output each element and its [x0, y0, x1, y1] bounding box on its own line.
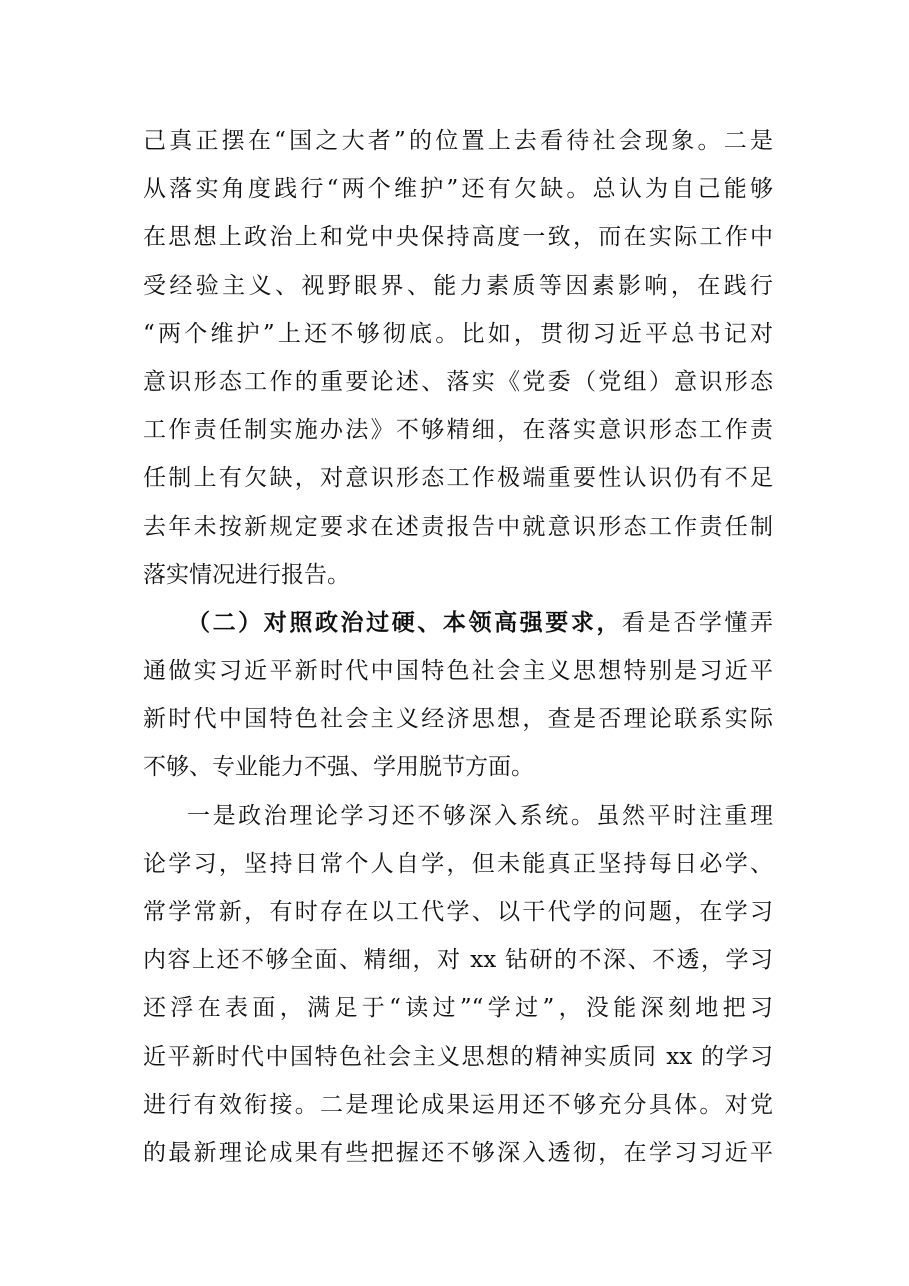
text-line: 任制上有欠缺，对意识形态工作极端重要性认识仍有不足 — [143, 465, 773, 492]
text-line: 还浮在表面，满足于“读过”“学过”，没能深刻地把习 — [143, 995, 773, 1022]
text-line: 新时代中国特色社会主义经济思想，查是否理论联系实际 — [143, 706, 773, 733]
text-line: 在思想上政治上和党中央保持高度一致，而在实际工作中 — [143, 224, 773, 251]
text-line: 内容上还不够全面、精细，对 xx 钻研的不深、不透，学习 — [143, 947, 773, 974]
text-line: 近平新时代中国特色社会主义思想的精神实质同 xx 的学习 — [143, 1043, 773, 1070]
section-heading-line — [143, 599, 773, 647]
text-line: 不够、专业能力不强、学用脱节方面。 — [143, 754, 534, 781]
text-line: 己真正摆在“国之大者”的位置上去看待社会现象。二是 — [143, 128, 773, 154]
text-line: 工作责任制实施办法》不够精细，在落实意识形态工作责 — [143, 417, 773, 444]
paragraph-first-line: 一是政治理论学习还不够深入系统。虽然平时注重理 — [187, 802, 773, 829]
section-heading: （二）对照政治过硬、本领高强要求， — [187, 608, 623, 636]
text-line: 常学常新，有时存在以工代学、以干代学的问题，在学习 — [143, 899, 773, 925]
text-line: 意识形态工作的重要论述、落实《党委（党组）意识形态 — [143, 368, 773, 395]
text-line: 去年未按新规定要求在述责报告中就意识形态工作责任制 — [143, 513, 773, 540]
text-line: 受经验主义、视野眼界、能力素质等因素影响，在践行 — [143, 272, 773, 299]
text-line: 落实情况进行报告。 — [143, 561, 350, 588]
text-line: 论学习，坚持日常个人自学，但未能真正坚持每日必学、 — [143, 850, 773, 877]
text-line: 通做实习近平新时代中国特色社会主义思想特别是习近平 — [143, 658, 773, 685]
text-line: 的最新理论成果有些把握还不够深入透彻，在学习习近平 — [143, 1139, 773, 1166]
section-heading-rest: 看是否学懂弄 — [622, 609, 774, 636]
document-body — [143, 117, 773, 1177]
text-line: “两个维护”上还不够彻底。比如，贯彻习近平总书记对 — [143, 320, 773, 347]
text-line: 从落实角度践行“两个维护”还有欠缺。总认为自己能够 — [143, 176, 773, 203]
text-line: 进行有效衔接。二是理论成果运用还不够充分具体。对党 — [143, 1091, 773, 1118]
